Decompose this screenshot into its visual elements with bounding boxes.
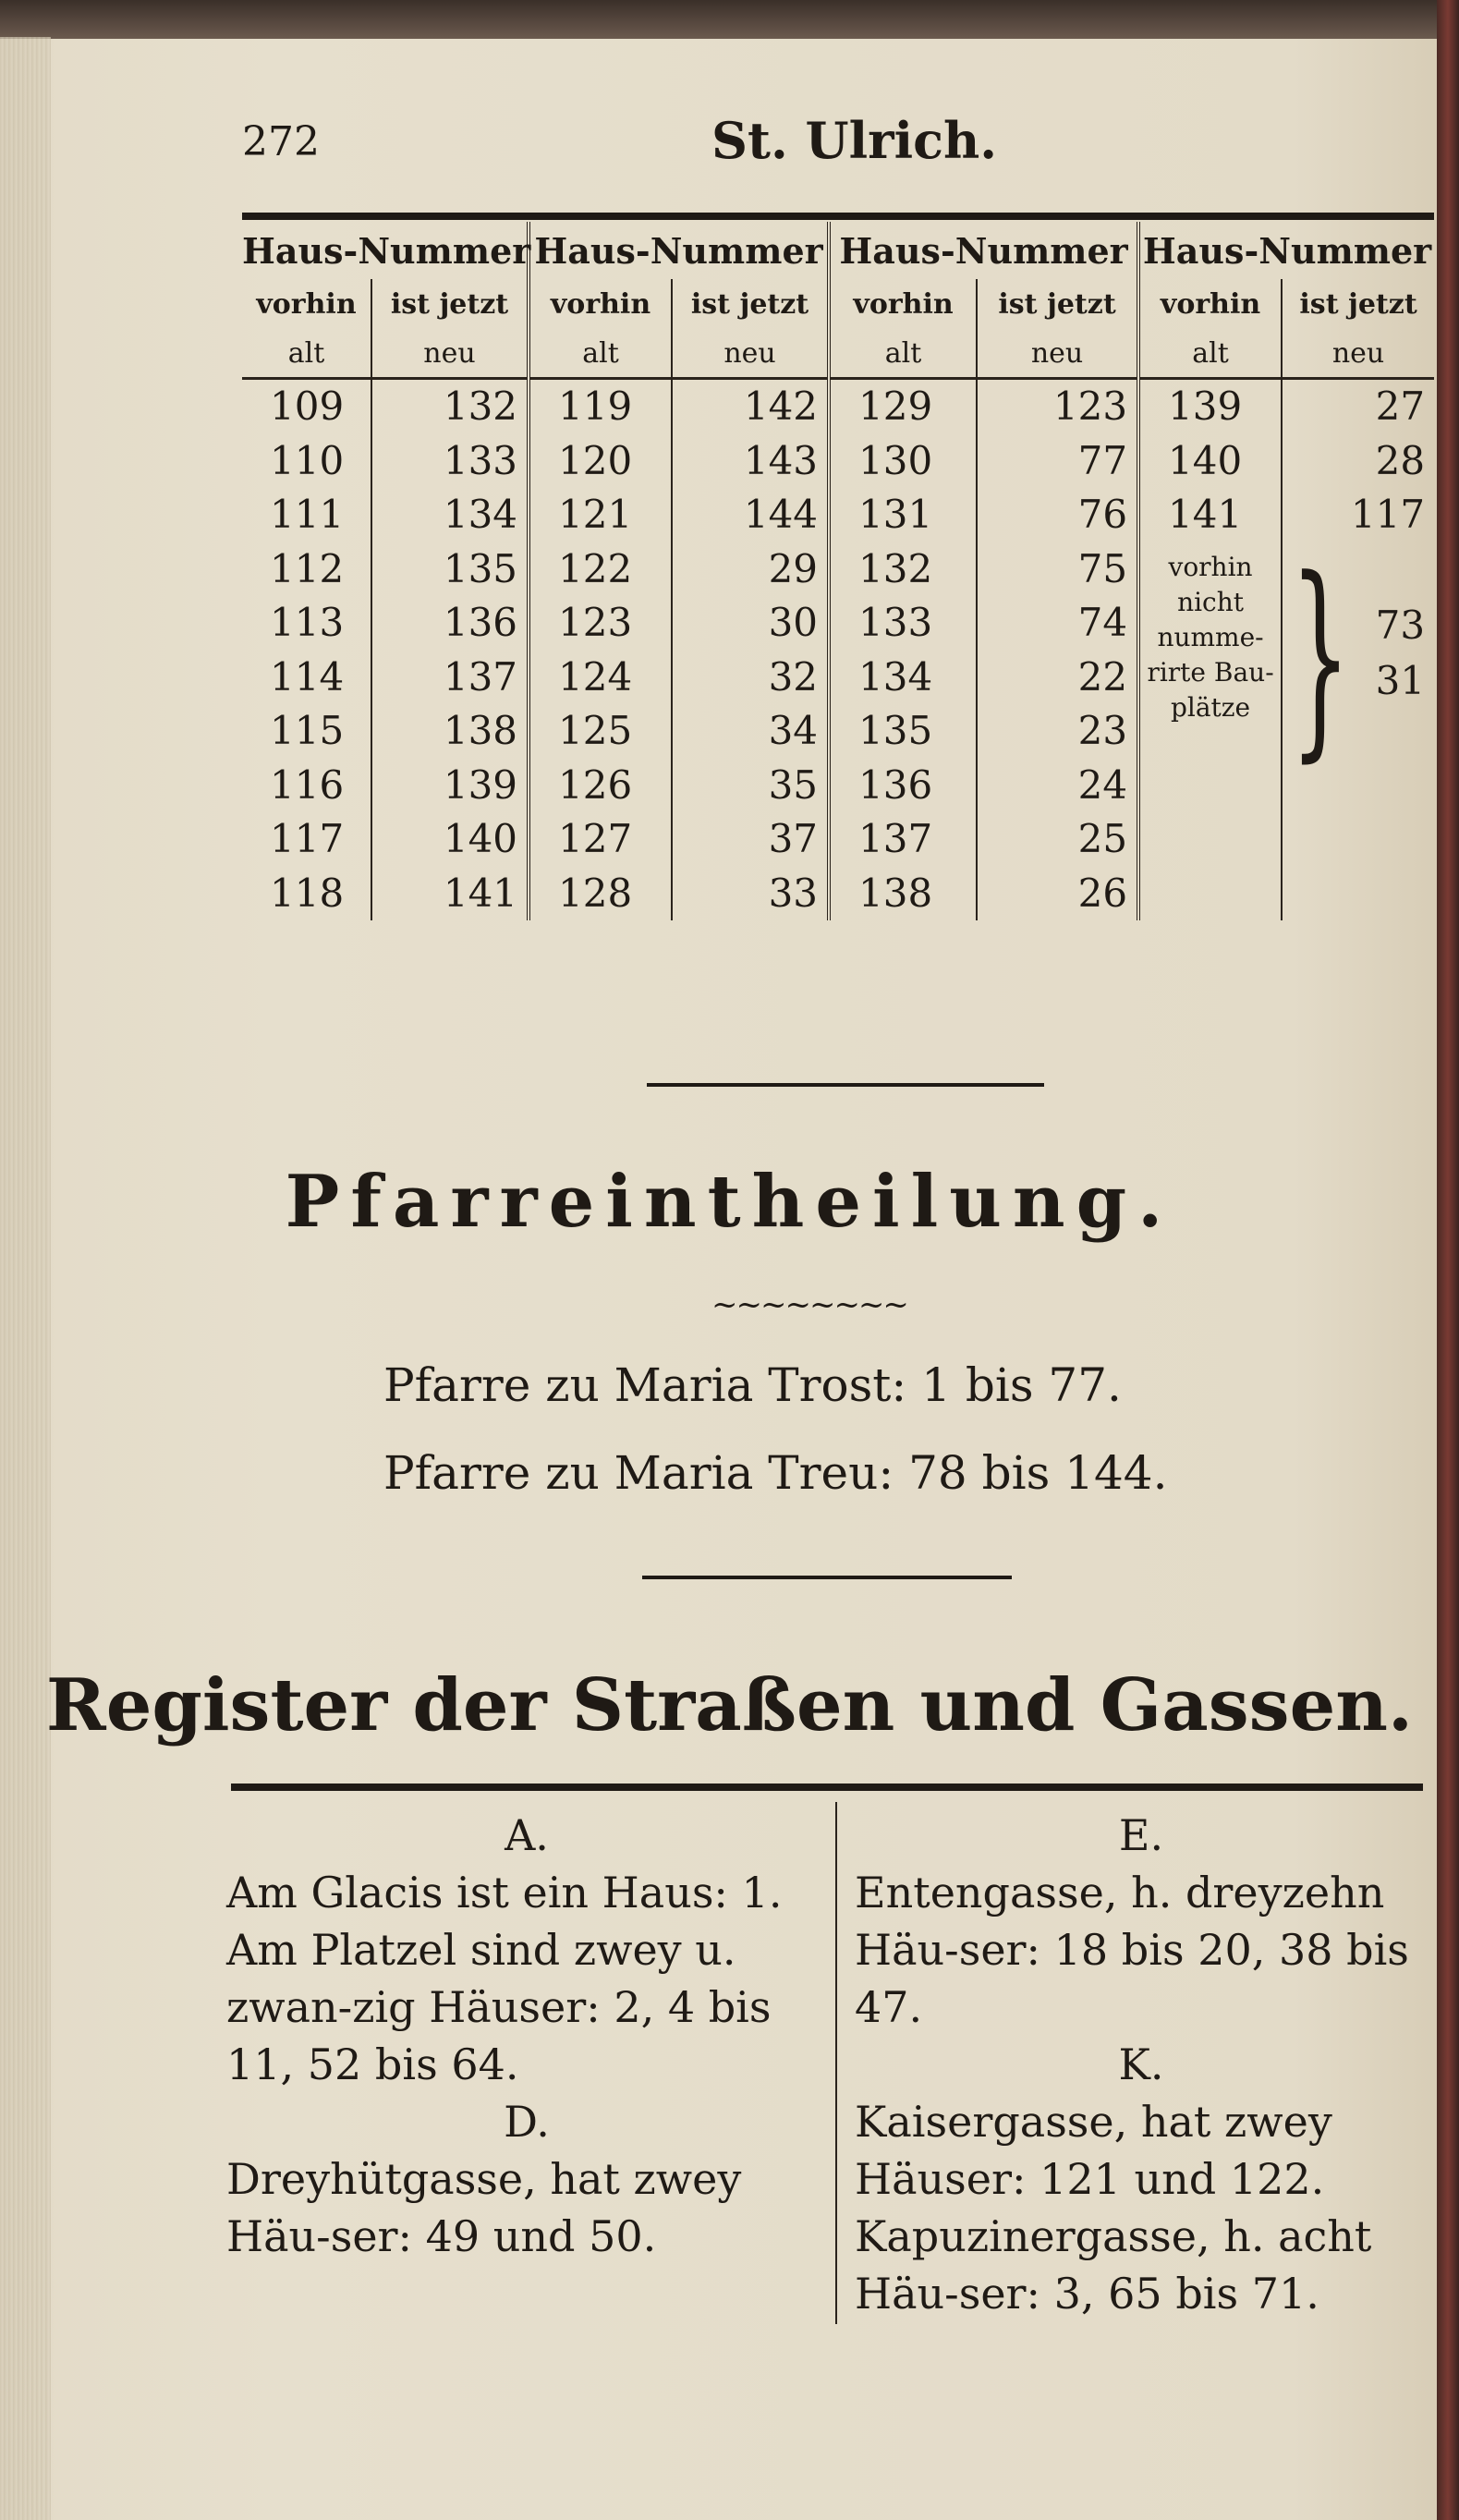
new-number: 28 (1375, 437, 1426, 483)
register-letter: A. (505, 1810, 549, 1860)
register-top-rule (231, 1783, 1423, 1791)
old-header-sub: alt (1138, 329, 1282, 379)
register-entry: Kapuzinergasse, h. acht Häu-ser: 3, 65 bis 71. (855, 2211, 1372, 2319)
new-number: 132 (371, 379, 529, 434)
old-header: vorhin (1138, 279, 1282, 329)
parish-line: Pfarre zu Maria Trost: 1 bis 77. (383, 1358, 1122, 1412)
page-edge (0, 37, 51, 2520)
old-number: 110 (242, 434, 371, 489)
old-header-sub: alt (829, 329, 977, 379)
old-number: 122 (529, 542, 672, 597)
new-number: 77 (977, 434, 1138, 489)
old-number: 138 (829, 867, 977, 921)
brace-value: 73 (1375, 602, 1426, 648)
running-head: St. Ulrich. (711, 111, 998, 170)
new-number: 140 (371, 812, 529, 867)
parish-line: Pfarre zu Maria Treu: 78 bis 144. (383, 1446, 1168, 1500)
old-number: 117 (242, 812, 371, 867)
new-header: ist jetzt (672, 279, 829, 329)
old-number: 121 (529, 488, 672, 542)
new-number: 137 (371, 651, 529, 705)
new-number: 144 (672, 488, 829, 542)
old-number: 118 (242, 867, 371, 921)
new-header: ist jetzt (1299, 287, 1417, 321)
new-number: 30 (672, 596, 829, 651)
old-number: 112 (242, 542, 371, 597)
old-number: 124 (529, 651, 672, 705)
brace-cell (1282, 533, 1434, 921)
new-number: 23 (977, 704, 1138, 759)
new-number: 35 (672, 759, 829, 813)
section-rule (647, 1083, 1044, 1087)
register-letter: E. (1118, 1810, 1164, 1860)
new-number: 143 (672, 434, 829, 489)
new-header: ist jetzt (977, 279, 1138, 329)
brace-values (1376, 598, 1425, 709)
old-number: 141 (1138, 488, 1282, 542)
old-number: 140 (1138, 434, 1282, 489)
register-entry: Kaisergasse, hat zwey Häuser: 121 und 122. (855, 2097, 1332, 2204)
page-number: 272 (242, 118, 320, 165)
new-number: 26 (977, 867, 1138, 921)
new-number: 22 (977, 651, 1138, 705)
old-header: vorhin (829, 279, 977, 329)
old-number: 135 (829, 704, 977, 759)
section-rule (642, 1576, 1012, 1579)
note-cell: vorhin nicht numme-rirte Bau-plätze (1138, 542, 1282, 921)
old-number: 136 (829, 759, 977, 813)
group-header: Haus-Nummer (829, 222, 1138, 279)
register-entry: Am Platzel sind zwey u. zwan-zig Häuser: 2, 4 bis 11, 52 bis 64. (226, 1925, 772, 2089)
group-header: Haus-Nummer (529, 222, 829, 279)
new-number: 133 (371, 434, 529, 489)
old-number: 116 (242, 759, 371, 813)
old-number: 111 (242, 488, 371, 542)
old-number: 130 (829, 434, 977, 489)
table-row (242, 434, 1434, 489)
new-number: 33 (672, 867, 829, 921)
register-letter: K. (1118, 2039, 1164, 2089)
new-number: 37 (672, 812, 829, 867)
old-number: 125 (529, 704, 672, 759)
new-number: 134 (371, 488, 529, 542)
old-header-sub: alt (242, 329, 371, 379)
brace-icon: } (1290, 533, 1351, 781)
new-number: 75 (977, 542, 1138, 597)
new-header-sub: neu (1282, 329, 1434, 379)
new-number: 27 (1375, 383, 1426, 430)
house-number-table (242, 222, 1434, 920)
old-number: 131 (829, 488, 977, 542)
old-number: 127 (529, 812, 672, 867)
old-number: 134 (829, 651, 977, 705)
old-number: 113 (242, 596, 371, 651)
register-entry: Dreyhütgasse, hat zwey Häu-ser: 49 und 50. (226, 2154, 742, 2261)
new-number: 142 (672, 379, 829, 434)
new-number: 34 (672, 704, 829, 759)
old-number: 120 (529, 434, 672, 489)
new-header-sub: neu (672, 329, 829, 379)
new-header-sub: neu (977, 329, 1138, 379)
old-number: 129 (829, 379, 977, 434)
old-number: 119 (529, 379, 672, 434)
old-number: 139 (1138, 379, 1282, 434)
ornament-rule: ~~~~~~~~ (711, 1286, 907, 1323)
new-number: 24 (977, 759, 1138, 813)
table-row (242, 379, 1434, 434)
old-header: vorhin (529, 279, 672, 329)
new-number: 29 (672, 542, 829, 597)
group-header: Haus-Nummer (1142, 229, 1432, 272)
new-number: 135 (371, 542, 529, 597)
book-spine (1437, 0, 1459, 2520)
brace-value: 31 (1375, 657, 1426, 703)
new-number: 117 (1350, 492, 1426, 538)
new-header-sub: neu (371, 329, 529, 379)
old-number: 132 (829, 542, 977, 597)
new-number: 141 (371, 867, 529, 921)
new-number: 138 (371, 704, 529, 759)
old-header: vorhin (242, 279, 371, 329)
old-number: 114 (242, 651, 371, 705)
old-number: 128 (529, 867, 672, 921)
table-top-rule (242, 213, 1434, 220)
new-number: 74 (977, 596, 1138, 651)
column-separator (835, 1802, 837, 2324)
old-number: 126 (529, 759, 672, 813)
new-number: 32 (672, 651, 829, 705)
new-number: 139 (371, 759, 529, 813)
new-number: 123 (977, 379, 1138, 434)
group-header: Haus-Nummer (242, 222, 529, 279)
register-letter: D. (504, 2097, 550, 2147)
register-left-column (226, 1807, 827, 2265)
old-number: 123 (529, 596, 672, 651)
new-number: 76 (977, 488, 1138, 542)
register-entry: Entengasse, h. dreyzehn Häu-ser: 18 bis 20, 38 bis 47. (855, 1868, 1409, 2032)
old-number: 109 (242, 379, 371, 434)
register-entry: Am Glacis ist ein Haus: 1. (226, 1868, 783, 1917)
parish-title: Pfarreintheilung. (285, 1160, 1174, 1244)
register-title: Register der Straßen und Gassen. (45, 1663, 1414, 1747)
old-number: 133 (829, 596, 977, 651)
new-number: 25 (977, 812, 1138, 867)
book-edge-top (0, 0, 1459, 39)
old-header-sub: alt (529, 329, 672, 379)
new-number: 136 (371, 596, 529, 651)
table-row (242, 488, 1434, 542)
new-header: ist jetzt (371, 279, 529, 329)
old-number: 137 (829, 812, 977, 867)
table-row (242, 542, 1434, 597)
register-right-column (855, 1807, 1428, 2322)
old-number: 115 (242, 704, 371, 759)
